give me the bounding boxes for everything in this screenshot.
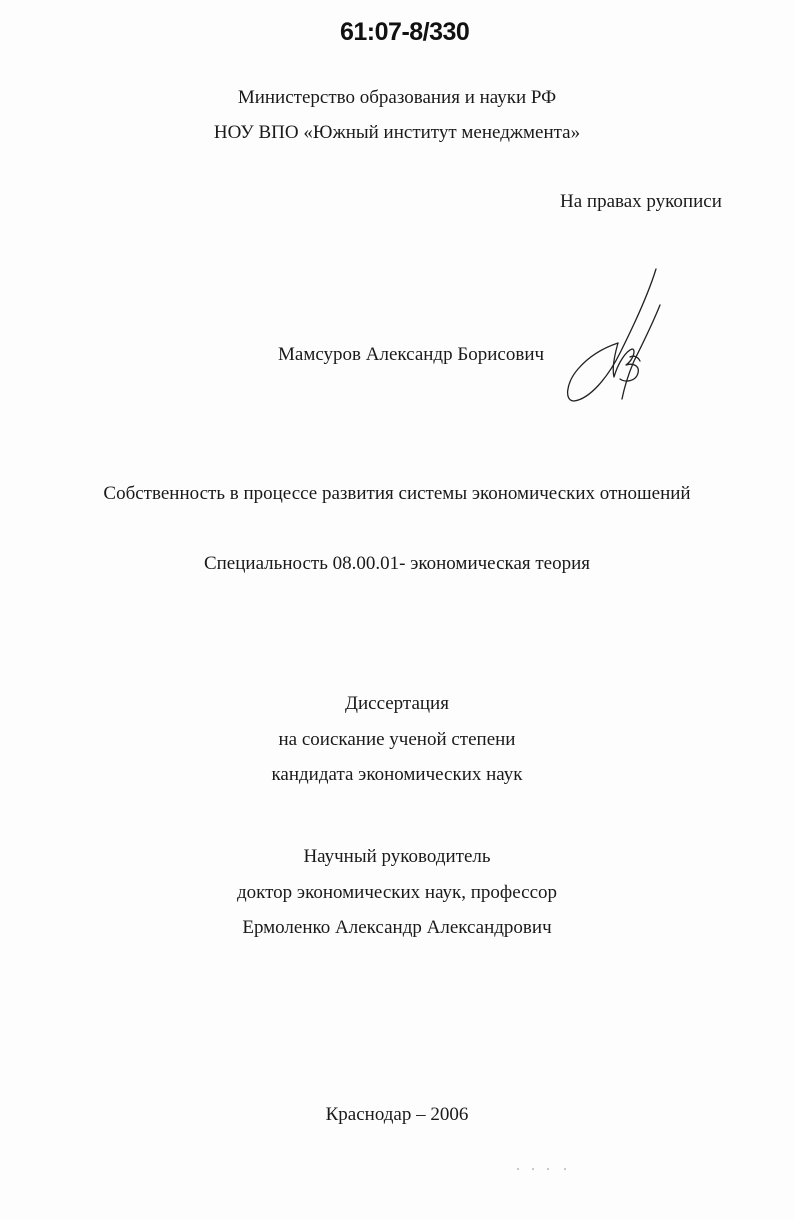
city-year: Краснодар – 2006	[325, 1104, 469, 1125]
ministry-name: Министерство образования и науки РФ	[237, 87, 557, 108]
thesis-title: Собственность в процессе развития системы экономических отношений	[103, 483, 691, 504]
author-name: Мамсуров Александр Борисович	[278, 344, 545, 365]
degree-type: Диссертация	[345, 693, 449, 714]
supervisor-name: Ермоленко Александр Александрович	[242, 917, 552, 938]
supervisor-title: доктор экономических наук, профессор	[236, 882, 558, 903]
degree-purpose: на соискание ученой степени	[278, 729, 516, 750]
scan-noise-specks	[515, 1165, 575, 1173]
supervisor-label: Научный руководитель	[303, 846, 491, 867]
degree-level: кандидата экономических наук	[271, 764, 523, 785]
specialty-line: Специальность 08.00.01- экономическая теория	[203, 553, 591, 574]
manuscript-rights-note: На правах рукописи	[560, 191, 722, 212]
archive-stamp-code: 61:07-8/330	[340, 18, 470, 46]
institution-name: НОУ ВПО «Южный институт менеджмента»	[213, 122, 581, 143]
handwritten-signature-icon	[560, 265, 670, 405]
